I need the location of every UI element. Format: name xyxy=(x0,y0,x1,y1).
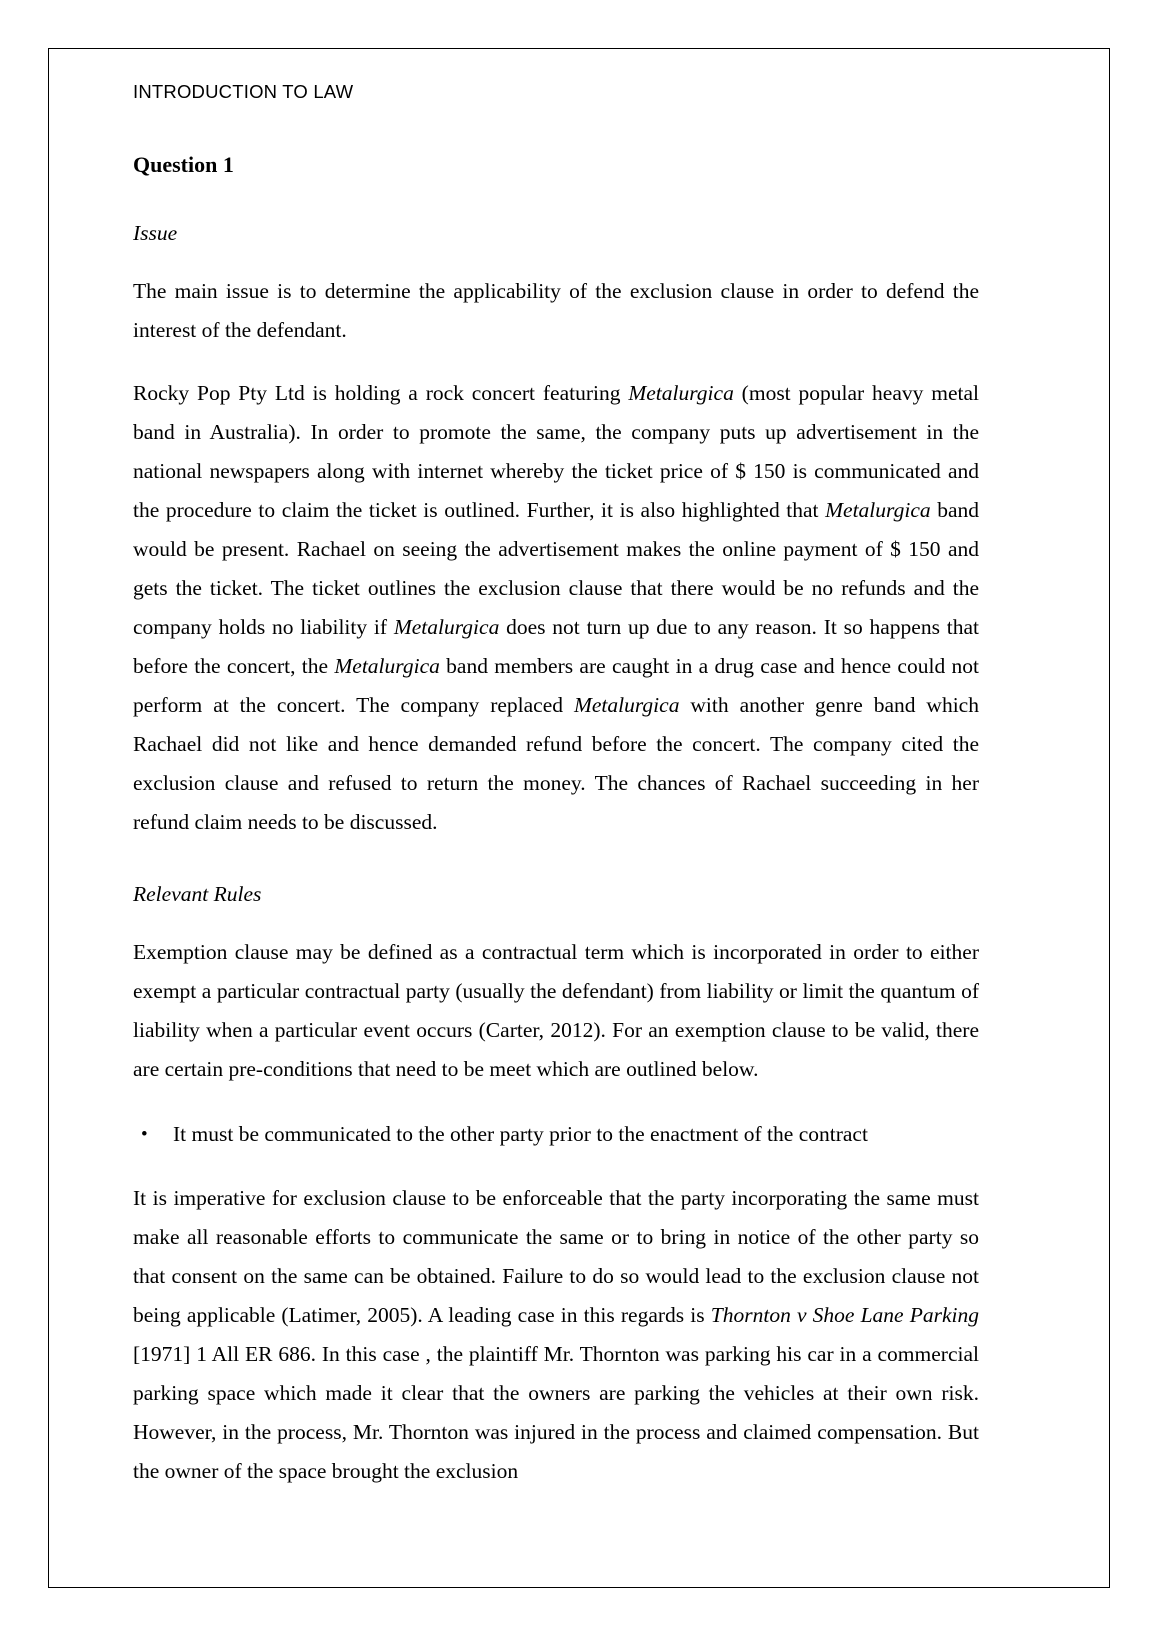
section-heading-relevant-rules: Relevant Rules xyxy=(133,881,262,906)
paragraph-exemption-definition xyxy=(133,933,979,1089)
italic-band-name: Metalurgica xyxy=(393,614,500,639)
section-heading-issue: Issue xyxy=(133,220,178,245)
paragraph-facts: Rocky Pop Pty Ltd is holding a rock concert featuring Metalurgica (most popular heavy metal band in Australia). In order to promote the same, the company puts up advertisement in the national newspapers along with internet whereby the ticket price of $ 150 is communicated and the procedure to claim the ticket is outlined. Further, it is also highlighted that Metalurgica band would be present. Rachael on seeing the advertisement makes the online payment of $ 150 and gets the ticket. The ticket outlines the exclusion clause that there would be no refunds and the company holds no liability if Metalurgica does not turn up due to any reason. It so happens that before the concert, the Metalurgica band members are caught in a drug case and hence could not perform at the concert. The company replaced Metalurgica with another genre band which Rachael did not like and hence demanded refund before the concert. The company cited the exclusion clause and refused to return the money. The chances of Rachael succeeding in her refund claim needs to be discussed. xyxy=(133,380,979,834)
bullet-icon: • xyxy=(141,1123,148,1145)
italic-band-name: Metalurgica xyxy=(628,380,734,405)
document-content xyxy=(133,71,979,1491)
document-header-title: INTRODUCTION TO LAW xyxy=(133,81,354,102)
italic-band-name: Metalurgica xyxy=(825,497,931,522)
page-title: Question 1 xyxy=(133,151,234,177)
paragraph-communication-rule: It is imperative for exclusion clause to be enforceable that the party incorporating the same must make all reasonable efforts to communicate the same or to bring in notice of the other party so that consent on the same can be obtained. Failure to do so would lead to the exclusion clause not being applicable (Latimer, 2005). A leading case in this regards is Thornton v Shoe Lane Parking [1971] 1 All ER 686. In this case , the plaintiff Mr. Thornton was parking his car in a commercial parking space which made it clear that the owners are parking the vehicles at their own risk. However, in the process, Mr. Thornton was injured in the process and claimed compensation. But the owner of the space brought the exclusion xyxy=(133,1185,979,1483)
italic-case-name: Thornton v Shoe Lane Parking xyxy=(710,1302,979,1327)
paragraph-text: The main issue is to determine the applicability of the exclusion clause in order to defend the interest of the defendant. xyxy=(133,278,979,342)
preconditions-list xyxy=(133,1115,979,1154)
document-page xyxy=(48,48,1110,1588)
italic-band-name: Metalurgica xyxy=(334,653,440,678)
paragraph-issue-statement xyxy=(133,272,979,350)
list-item xyxy=(133,1115,979,1154)
paragraph-text: Exemption clause may be defined as a contractual term which is incorporated in order to either exempt a particular contractual party (usually the defendant) from liability or limit the quantum of liability when a particular event occurs (Carter, 2012). For an exemption clause to be valid, there are certain pre-conditions that need to be meet which are outlined below. xyxy=(133,939,979,1081)
list-item-label: It must be communicated to the other party prior to the enactment of the contract xyxy=(173,1121,868,1146)
italic-band-name: Metalurgica xyxy=(573,692,680,717)
